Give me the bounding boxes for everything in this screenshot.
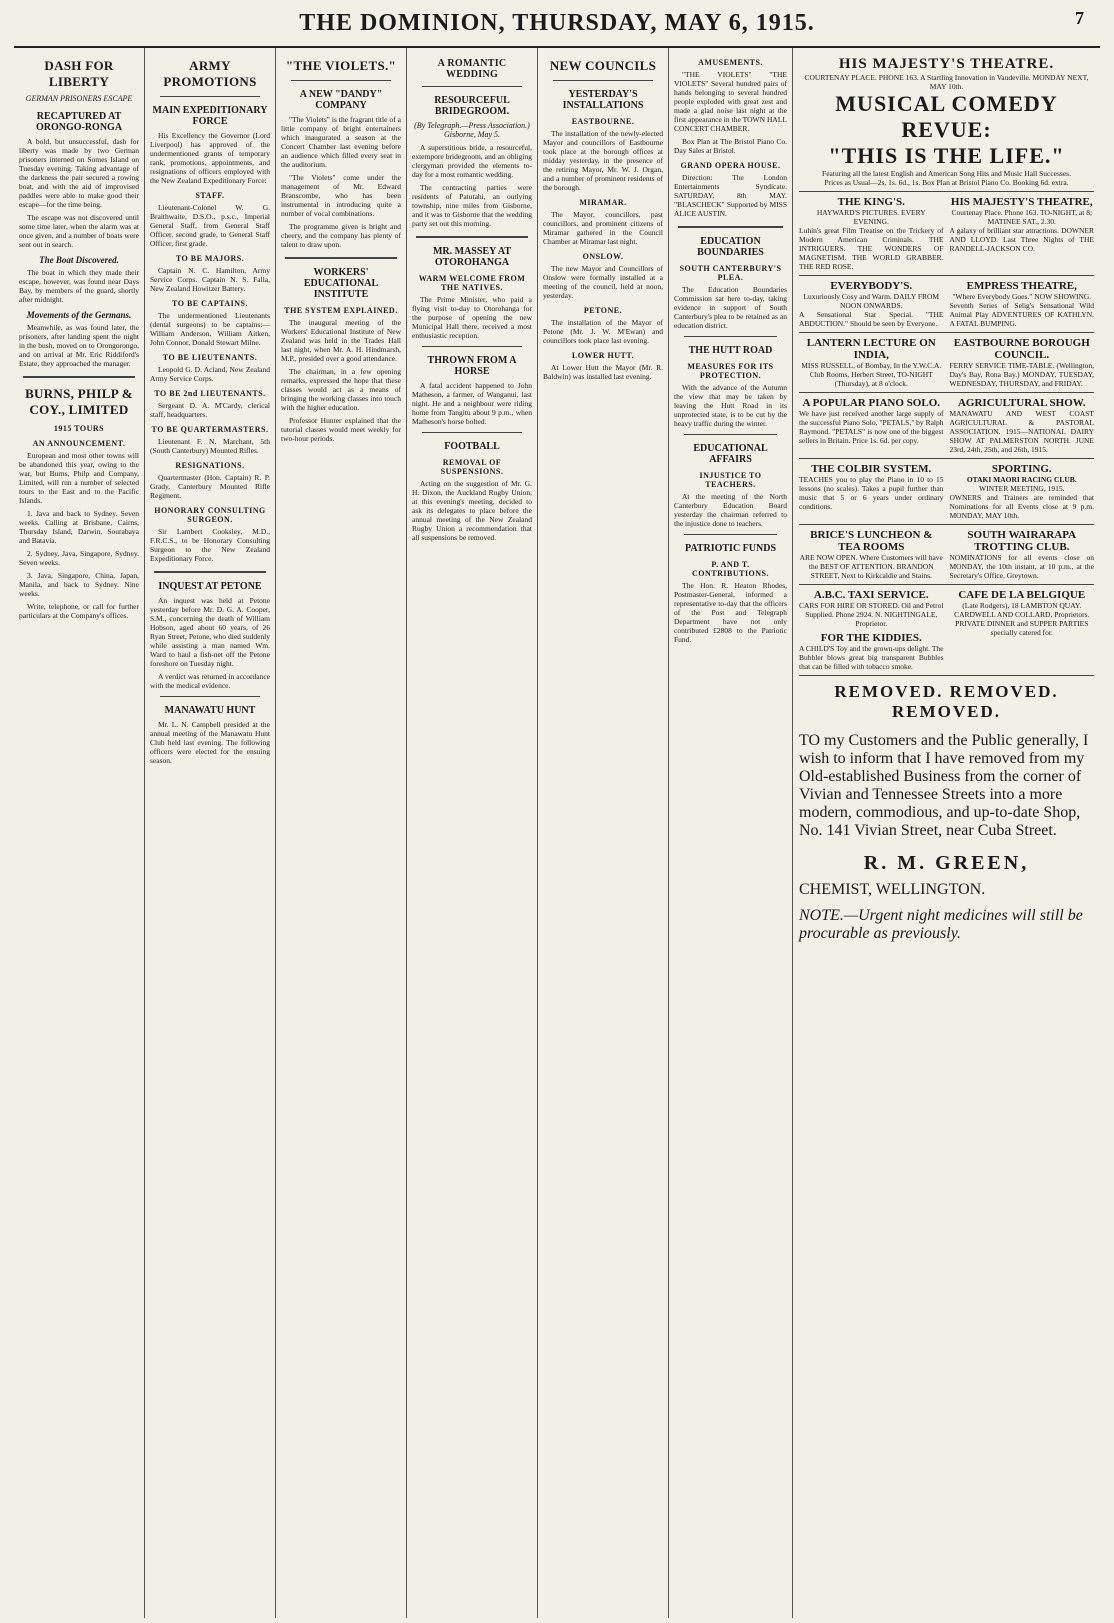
divider [678,226,783,228]
paragraph: At the meeting of the North Canterbury Education Board yesterday the chairman referred to the injustice done to teachers. [674,492,787,528]
headline-workers-educational: WORKERS' EDUCATIONAL INSTITUTE [303,267,379,300]
ad-title: SOUTH WAIRARAPA TROTTING CLUB. [967,529,1077,553]
paragraph: His Excellency the Governor (Lord Liverpool) has approved of the undermentioned grants of temporary rank, promotions, appointments, and resignations of officers employed with the New Zealand Expeditionary Force: [150,131,270,185]
columns [14,48,1100,1618]
ad-colbir-system [799,463,944,520]
ad-row [799,525,1094,585]
divider [285,257,397,259]
paragraph: The boat in which they made their escape, however, was found near Days Bay, by members of the guard, shortly after midnight. [19,268,139,304]
ad-removed [799,682,1094,947]
page-number: 7 [1075,8,1084,28]
paragraph: The chairman, in a few opening remarks, expressed the hope that these classes would act as a means of bringing the working classes into touch with the higher education. [281,367,401,412]
divider [422,86,522,87]
section-heading: Movements of the Germans. [26,310,132,320]
ad-eastbourne-ferry [950,337,1095,388]
ad-text: NOMINATIONS for all events close on MONDAY, the 10th instant, at 10 p.m., at the Secretary's Office, Greytown. [949,553,1094,580]
subhead: WARM WELCOME FROM THE NATIVES. [418,274,526,292]
column-5 [538,48,669,1618]
ad-row [799,276,1094,333]
ad-text: Luhin's great Film Treatise on the Trickery of Modern American Criminals. THE INTRIGUERS. THE WONDERS OF MAGNETISM. THE WORLD GRABBER. THE RED ROSE. [799,226,944,271]
paragraph: An inquest was held at Petone yesterday before Mr. D. G. A. Cooper, S.M., concerning the death of William Hobson, aged about 60 years, of 26 Ryan Street, Petone, who died suddenly while assisting a man named Wm. Ward to haul a fish-net off the Petone foreshore on Tuesday night. [150,596,270,668]
ad-text: MANAWATU AND WEST COAST AGRICULTURAL & PASTORAL ASSOCIATION. 1915—NATIONAL DAIRY SHOW AT PALMERSTON NORTH. JUNE 23rd, 24th, 25th, and 26th, 1915. [949,409,1094,454]
ad-abc-taxi [799,589,944,671]
label: AN ANNOUNCEMENT. [32,439,126,448]
label: TO BE QUARTERMASTERS. [151,425,269,434]
paragraph: "THE VIOLETS" "THE VIOLETS" Several hundred pairs of hands belonging to several hundred people exploded with great zest and made a glad noise last night at the first appearance in the TOWN HALL CONCERT CHAMBER. [674,70,787,133]
headline-manawatu-hunt: MANAWATU HUNT [164,705,256,716]
ad-title: SPORTING. [991,463,1052,475]
paragraph: The escape was not discovered until some time later, when the alarm was at once given, and a number of boats were sent out in search. [19,213,139,249]
ad-headline: "THIS IS THE LIFE." [828,143,1065,168]
ad-cafe-belgique [950,589,1095,671]
column-1 [14,48,145,1618]
ad-name: R. M. GREEN, [863,852,1030,874]
paragraph: The inaugural meeting of the Workers' Educational Institute of New Zealand was held in the Trades Hall last night, when Mr. A. H. Hindmarsh, M.P., presided over a good attendance. [281,318,401,363]
ad-row [799,192,1094,276]
column-4 [407,48,538,1618]
paragraph: Quartermaster (Hon. Captain) R. P. Grady, Canterbury Mounted Rifle Regiment. [150,473,270,500]
label: TO BE CAPTAINS. [172,299,248,308]
ad-text: We have just received another large supply of the successful Piano Solo, "PETALS," by Ralph Raymond. "PETALS" is now one of the biggest sellers in Britain. Price 1s. 6d. per copy. [799,409,944,445]
ad-text: NOTE.—Urgent night medicines will still be procurable as previously. [799,907,1083,942]
masthead [14,0,1100,48]
subhead: REMOVAL OF SUSPENSIONS. [440,458,504,476]
divider [154,571,266,573]
ad-his-majestys-2 [950,196,1095,271]
ad-title: HIS MAJESTY'S THEATRE, [950,196,1093,208]
ad-his-majestys-theatre [799,52,1094,192]
paragraph: Sir Lambert Cooksley, M.D., F.R.C.S., to be Honorary Consulting Surgeon to the New Zealand Expeditionary Force. [150,527,270,563]
divider [160,696,260,697]
label: TO BE LIEUTENANTS. [162,353,258,362]
ad-text: A Sensational Star Special. "THE ABDUCTION." Should be seen by Everyone. [799,310,944,328]
paragraph: The Mayor, councillors, past councillors, and prominent citizens of Miramar gathered in the Council Chamber at Miramar last night. [543,210,663,246]
headline-dash-for-liberty: DASH FOR LIBERTY [44,58,114,89]
paragraph: The Hon. R. Heaton Rhodes, Postmaster-General, informed a representative to-day that the officers of the Post and Telegraph Department have not only contributed £2808 to the Patriotic Fund. [674,581,787,644]
paragraph: Captain N. C. Hamilton, Army Service Corps. Captain N. S. Falla, New Zealand Howitzer Battery. [150,266,270,293]
ad-text: FERRY SERVICE TIME-TABLE. (Wellington, Day's Bay, Rona Bay.) MONDAY, TUESDAY, WEDNESDAY, THURSDAY, and FRIDAY. [949,361,1094,388]
paragraph: A fatal accident happened to John Matheson, a farmer, of Wanganui, last night. He and a neighbour were riding home from Tangitu about 9 p.m., when Matheson's horse bolted. [412,381,532,426]
ad-row [799,393,1094,459]
subhead: 1915 TOURS [53,424,105,433]
divider [684,534,777,535]
ad-text: TEACHES you to play the Piano in 10 to 15 lessons (no scales). Takes a pupil further than music that 5 or 6 years under ordinary conditions. [799,475,944,511]
ad-row [799,333,1094,393]
masthead-title: THE DOMINION, THURSDAY, MAY 6, 1915. [299,9,815,36]
headline-violets: "THE VIOLETS." [285,58,397,73]
ad-everybodys [799,280,944,328]
ad-title: FOR THE KIDDIES. [820,632,922,644]
paragraph: Professor Hunter explained that the tutorial classes would meet weekly for two-hour periods. [281,416,401,443]
ad-text: HAYWARD'S PICTURES. EVERY EVENING. [816,208,926,226]
ad-subtitle: OTAKI MAORI RACING CLUB. [966,475,1077,484]
paragraph: A bold, but unsuccessful, dash for liberty was made by two German prisoners interned on Somes Island on Tuesday evening. Taking advantage of the darkness the pair secured a rowing boat, and with the aid of improvised paddles were able to make good their escape—for the time being. [19,137,139,209]
paragraph: The undermentioned Lieutenants (dental surgeons) to be captains:—William Anderson, William Aitken, John Connor, Donald Stewart Milne. [150,311,270,347]
ad-text: Featuring all the latest English and American Song Hits and Music Hall Successes. [822,169,1071,178]
ad-text: MISS RUSSELL, of Bombay, In the Y.W.C.A. Club Rooms, Herbert Street, TO-NIGHT (Thursday), at 8 o'clock. [801,361,942,388]
subhead: P. AND T. CONTRIBUTIONS. [691,560,769,578]
paragraph: The Prime Minister, who paid a flying visit to-day to Otorohanga for the purpose of opening the new Municipal Hall there, received a most enthusiastic reception. [412,295,532,340]
ad-sporting [950,463,1095,520]
paragraph: The programme given is bright and cheery, and the company has plenty of talent to draw upon. [281,222,401,249]
paragraph: The installation of the Mayor of Petone (Mr. J. W. M'Ewan) and councillors took place last evening. [543,318,663,345]
headline-patriotic-funds: PATRIOTIC FUNDS [684,543,777,554]
ad-brices-luncheon [799,529,944,580]
ad-title: AGRICULTURAL SHOW. [957,397,1086,409]
subhead: A NEW "DANDY" COMPANY [299,89,383,111]
paragraph: 2. Sydney, Java, Singapore, Sydney. Seven weeks. [19,549,139,567]
paragraph: Acting on the suggestion of Mr. G. H. Dixon, the Auckland Rugby Union, at this evening's meeting, decided to ask its delegates to place before the annual meeting of the New Zealand Rugby Union a recommendation that all suspensions be removed. [412,479,532,542]
headline-educational-affairs: EDUCATIONAL AFFAIRS [693,443,768,465]
paragraph: "The Violets" is the fragrant title of a little company of bright entertainers which inaugurated a season at the Concert Chamber last evening before an audience which filled every seat in the auditorium. [281,115,401,169]
ad-row [799,459,1094,525]
subhead: YESTERDAY'S INSTALLATIONS [562,89,644,111]
paragraph: Lieutenant-Colonel W. G. Braithwaite, D.S.O., p.s.c., Imperial General Staff, from General Staff Officer, second grade, to General Staff Officer, first grade. [150,203,270,248]
headline-burns-philp: BURNS, PHILP & COY., LIMITED [25,386,133,417]
ad-text: CHEMIST, WELLINGTON. [799,881,986,898]
ad-row [799,585,1094,676]
divider [684,336,777,337]
ad-text: ARE NOW OPEN. Where Customers will have the BEST OF ATTENTION. BRANDON STREET, Next to Kirkcaldie and Stains. [799,553,943,580]
paragraph: At Lower Hutt the Mayor (Mr. R. Baldwin) was installed last evening. [543,363,663,381]
ad-empress [950,280,1095,328]
ad-headline: MUSICAL COMEDY REVUE: [835,91,1058,142]
column-6 [669,48,793,1618]
ad-the-kings [799,196,944,271]
headline-massey: MR. MASSEY AT OTOROHANGA [432,246,512,268]
subhead-recaptured: RECAPTURED AT ORONGO-RONGA [35,111,123,133]
ad-agricultural-show [950,397,1095,454]
ad-text: A galaxy of brilliant star attractions. DOWNER AND LLOYD. Last Three Nights of THE RANDELL-JACKSON CO. [949,226,1094,253]
label: PETONE. [583,306,623,315]
ad-piano-solo [799,397,944,454]
paragraph: The installation of the newly-elected Mayor and councillors of Eastbourne took place at the borough offices at midday yesterday, in the presence of the retiring Mayor, Mr. W. J. Organ, and a number of prominent residents of the borough. [543,129,663,192]
divider [422,346,522,347]
subhead: MEASURES FOR ITS PROTECTION. [687,362,774,380]
divider [684,434,777,435]
label: MIRAMAR. [579,198,627,207]
paragraph: With the advance of the Autumn the view that may be taken by leaving the Hutt Road in its unprotected state, is to be cut by the heavy traffic during the winter. [674,383,787,428]
ad-title: LANTERN LECTURE ON INDIA, [806,337,936,361]
dateline: (By Telegraph.—Press Association.) Gisborne, May 5. [414,121,530,139]
label: EASTBOURNE. [571,117,635,126]
ad-text: A CHILD'S Toy and the grown-ups delight. The Bubbler blows great big transparent Bubbles that can be filled with tobacco smoke. [799,644,944,671]
subhead: THE SYSTEM EXPLAINED. [284,306,398,315]
paragraph: Lieutenant F. N. Marchant, 5th (South Canterbury) Mounted Rifles. [150,437,270,455]
headline-football: FOOTBALL [444,441,500,452]
paragraph: The Education Boundaries Commission sat here to-day, taking evidence in support of South Canterbury's plea to be retained as an education district. [674,285,787,330]
headline-romantic-wedding: A ROMANTIC WEDDING [437,58,507,80]
ad-text: Luxuriously Cosy and Warm. DAILY FROM NOON ONWARDS. [803,292,940,310]
ad-text: "Where Everybody Goes." NOW SHOWING. [952,292,1092,301]
ad-title: EVERYBODY'S. [830,280,913,292]
column-3 [276,48,407,1618]
label: TO BE 2nd LIEUTENANTS. [154,389,266,398]
label: HONORARY CONSULTING SURGEON. [154,506,266,524]
section-amusements: AMUSEMENTS. [698,58,763,67]
subhead: INJUSTICE TO TEACHERS. [699,471,762,489]
subhead: MAIN EXPEDITIONARY FORCE [152,105,268,127]
ads-column [793,48,1100,1618]
paragraph: A superstitious bride, a resourceful, extempore bridegroom, and an obliging clergyman provided the elements to-day for a most romantic wedding. [412,143,532,179]
ad-text: COURTENAY PLACE. PHONE 163. A Startling Innovation in Vaudeville. MONDAY NEXT, MAY 10th. [804,73,1089,91]
ad-title: A.B.C. TAXI SERVICE. [813,589,929,601]
ad-text: Prices as Usual—2s, 1s. 6d., 1s. Box Plan at Bristol Piano Co. Booking 6d. extra. [824,178,1069,187]
ad-title: EMPRESS THEATRE, [966,280,1077,292]
paragraph: Sergeant D. A. M'Cardy, clerical staff, headquarters. [150,401,270,419]
subhead: RESOURCEFUL BRIDEGROOM. [434,95,510,117]
ad-title: THE COLBIR SYSTEM. [811,463,932,475]
paragraph: Write, telephone, or call for further particulars at the Company's offices. [19,602,139,620]
label: LOWER HUTT. [571,351,635,360]
divider [422,432,522,433]
paragraph: Meanwhile, as was found later, the prisoners, after landing spent the night in the bush, moved on to Orongorongo, and on arrival at Mr. Eric Riddiford's Estate, they approached the manager. [19,323,139,368]
paragraph: Leopold G. D. Acland, New Zealand Army Service Corps. [150,365,270,383]
headline-inquest: INQUEST AT PETONE [158,581,262,592]
ad-text: TO my Customers and the Public generally, I wish to inform that I have removed from my Old-established Business from the corner of Vivian and Tennessee Streets into a more modern, commodious, and up-to-date Shop, No. 141 Vivian Street, near Cuba Street. [799,732,1089,839]
ad-title: A POPULAR PIANO SOLO. [802,397,940,409]
section-heading: The Boat Discovered. [39,255,119,265]
divider [416,236,528,238]
headline-new-councils: NEW COUNCILS [549,58,657,73]
ad-title: HIS MAJESTY'S THEATRE. [838,56,1055,72]
ad-text: Seventh Series of Selig's Sensational Wild Animal Play ADVENTURES OF KATHLYN. A FATAL BUMPING. [949,301,1094,328]
label: STAFF. [195,191,225,200]
ad-text: WINTER MEETING, 1915. [979,484,1065,493]
paragraph: European and most other towns will be abandoned this year, owing to the war, but Burns, Philp and Company, Limited, will run a number of selected tours to the East and to the Pacific Islands. [19,451,139,505]
ad-title: CAFE DE LA BELGIQUE [958,589,1086,601]
paragraph: 3. Java, Singapore, China, Japan, Manila, and back to Sydney. Nine weeks. [19,571,139,598]
divider [23,376,135,378]
paragraph: Direction: The London Entertainments Syndicate. SATURDAY, 8th MAY. "BLASCHECK" Supported by MISS ALICE AUSTIN. [674,173,787,218]
headline-education-boundaries: EDUCATION BOUNDARIES [697,236,764,258]
paragraph: Box Plan at The Bristol Piano Co. Day Sales at Bristol. [674,137,787,155]
headline-army-promotions: ARMY PROMOTIONS [163,58,257,89]
ad-text: (Late Rodgers), 18 LAMBTON QUAY. CARDWELL AND COLLARD, Proprietors. PRIVATE DINNER and SUPPER PARTIES specially catered for. [954,601,1090,637]
paragraph: The contracting parties were residents of Patutahi, an outlying township, nine miles from Gisborne, and it was to Gisborne that the wedding party set out this morning. [412,183,532,228]
subhead: SOUTH CANTERBURY'S PLEA. [679,264,782,282]
divider [553,80,653,81]
headline-thrown-from-horse: THROWN FROM A HORSE [427,355,517,377]
paragraph: A verdict was returned in accordance with the medical evidence. [150,672,270,690]
divider [160,96,260,97]
label: RESIGNATIONS. [175,461,245,470]
paragraph: Mr. L. N. Campbell presided at the annual meeting of the Manawatu Hunt Club held last evening. The following officers were elected for the ensuing season. [150,720,270,765]
ad-text: OWNERS and Trainers are reminded that Nominations for all Events close at 9 p.m. MONDAY, MAY 10th. [949,493,1094,520]
label: GRAND OPERA HOUSE. [680,161,781,170]
ad-headline: REMOVED. REMOVED. REMOVED. [834,682,1059,721]
ad-lantern-lecture [799,337,944,388]
ad-text: Courtenay Place. Phone 163. TO-NIGHT, at 8; MATINEE SAT., 2.30. [951,208,1093,226]
paragraph: "The Violets" come under the management of Mr. Edward Branscombe, who has been instrumental in introducing quite a number of vocal combinations. [281,173,401,218]
label: TO BE MAJORS. [175,254,245,263]
subhead: GERMAN PRISONERS ESCAPE [25,94,133,103]
paragraph: 1. Java and back to Sydney. Seven weeks. Calling at Brisbane, Cairns, Thursday Island, Darwin, Sourabaya and Batavia. [19,509,139,545]
ad-title: BRICE'S LUNCHEON & TEA ROOMS [810,529,933,553]
divider [291,80,391,81]
label: ONSLOW. [582,252,624,261]
headline-hutt-road: THE HUTT ROAD [688,345,773,356]
ad-text: CARS FOR HIRE OR STORED. Oil and Petrol Supplied. Phone 2924. N. NIGHTINGALE, Proprietor. [799,601,944,628]
paragraph: The new Mayor and Councillors of Onslow were formally installed at a meeting of the council, held at noon, yesterday. [543,264,663,300]
ad-title: EASTBOURNE BOROUGH COUNCIL. [953,337,1090,361]
column-2 [145,48,276,1618]
ad-title: THE KING'S. [837,196,905,208]
ad-south-wairarapa [950,529,1095,580]
